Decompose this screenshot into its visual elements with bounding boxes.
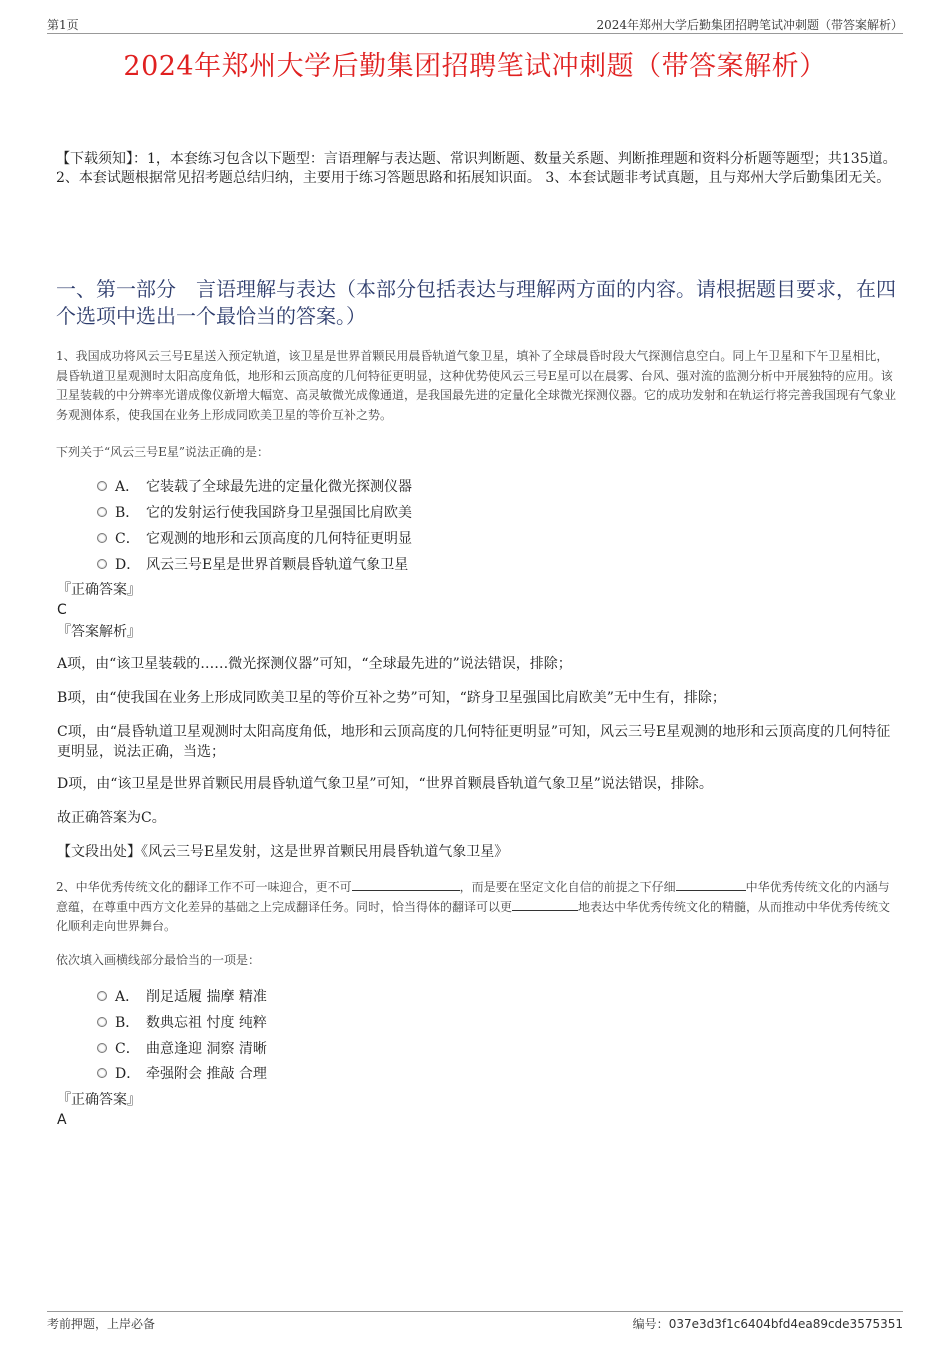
q1-analysis-label: 『答案解析』 [57,624,141,640]
page-footer [47,1311,903,1331]
q2-option-d[interactable]: D． 牵强附会 推敲 合理 [97,1063,267,1083]
q1-answer: C [57,602,67,618]
q2-option-a[interactable]: A． 削足适履 揣摩 精准 [97,986,267,1006]
radio-icon[interactable] [97,481,107,491]
download-notice: 【下载须知】：1，本套练习包含以下题型：言语理解与表达题、常识判断题、数量关系题、判断推理题和资料分析题等题型；共135道。 2、本套试题根据常见招考题总结归纳，主要用于练习答题思路和拓展知识面。 3、本套试题非考试真题，且与郑州大学后勤集团无关。 [56,151,897,186]
page-number: 第1页 [47,18,79,32]
question-1-passage: 1、我国成功将风云三号E星送入预定轨道，该卫星是世界首颗民用晨昏轨道气象卫星，填补了全球晨昏时段大气探测信息空白。同上午卫星和下午卫星相比，晨昏轨道卫星观测时太阳高度角低，地形和云顶高度的几何特征更明显，这种优势使风云三号E星可以在晨雾、台风、强对流的监测分析中开展独特的应用。该卫星装载的中分辨率光谱成像仪新增大幅宽、高灵敏微光成像通道，是我国最先进的定量化全球微光探测仪器。它的成功发射和在轨运行将完善我国现有气象业务观测体系，使我国在业务上形成同欧美卫星的等价互补之势。 [56,349,897,422]
section-title: 一、第一部分 言语理解与表达（本部分包括表达与理解两方面的内容。请根据题目要求，在四个选项中选出一个最恰当的答案。） [56,277,896,328]
radio-icon[interactable] [97,1017,107,1027]
radio-icon[interactable] [97,1043,107,1053]
q2-option-c[interactable]: C． 曲意逢迎 洞察 清晰 [97,1038,267,1058]
q1-option-b[interactable]: B． 它的发射运行使我国跻身卫星强国比肩欧美 [97,502,412,522]
q2-option-b[interactable]: B． 数典忘祖 忖度 纯粹 [97,1012,267,1032]
q1-analysis-d: D项，由“该卫星是世界首颗民用晨昏轨道气象卫星”可知，“世界首颗晨昏轨道气象卫星”说法错误，排除。 [57,776,713,792]
document-code: 编号：037e3d3f1c6404bfd4ea89cde3575351 [632,1317,903,1331]
header-doc-title: 2024年郑州大学后勤集团招聘笔试冲刺题（带答案解析） [596,18,903,32]
radio-icon[interactable] [97,533,107,543]
radio-icon[interactable] [97,991,107,1001]
question-2-stem: 依次填入画横线部分最恰当的一项是： [56,953,261,967]
radio-icon[interactable] [97,507,107,517]
q1-source: 【文段出处】《风云三号E星发射，这是世界首颗民用晨昏轨道气象卫星》 [57,844,509,860]
fill-blank-3[interactable] [512,899,578,911]
q1-option-d[interactable]: D． 风云三号E星是世界首颗晨昏轨道气象卫星 [97,554,408,574]
fill-blank-2[interactable] [676,879,746,891]
page-header [47,14,903,34]
fill-blank-1[interactable] [352,879,460,891]
radio-icon[interactable] [97,559,107,569]
q1-answer-label: 『正确答案』 [57,582,141,598]
q1-conclusion: 故正确答案为C。 [57,810,166,826]
radio-icon[interactable] [97,1068,107,1078]
q2-answer: A [57,1112,67,1128]
q1-option-c[interactable]: C． 它观测的地形和云顶高度的几何特征更明显 [97,528,412,548]
q1-option-a[interactable]: A． 它装载了全球最先进的定量化微光探测仪器 [97,476,412,496]
question-1-stem: 下列关于“风云三号E星”说法正确的是： [56,445,270,459]
footer-slogan: 考前押题，上岸必备 [47,1317,156,1331]
q1-analysis-c: C项，由“晨昏轨道卫星观测时太阳高度角低，地形和云顶高度的几何特征更明显”可知，风云三号E星观测的地形和云顶高度的几何特征更明显，说法正确，当选； [57,724,891,760]
q1-analysis-a: A项，由“该卫星装载的……微光探测仪器”可知，“全球最先进的”说法错误，排除； [57,656,572,672]
document-title: 2024年郑州大学后勤集团招聘笔试冲刺题（带答案解析） [123,51,827,82]
q2-answer-label: 『正确答案』 [57,1092,141,1108]
q1-analysis-b: B项，由“使我国在业务上形成同欧美卫星的等价互补之势”可知，“跻身卫星强国比肩欧美”无中生有，排除； [57,690,726,706]
question-2-passage: 2、中华优秀传统文化的翻译工作不可一味迎合，更不可 ，而是要在坚定文化自信的前提之下仔细 中华优秀传统文化的内涵与意蕴，在尊重中西方文化差异的基础之上完成翻译任务。同时，恰当得体的翻译可以更 地表达中华优秀传统文化的精髓，从而推动中华优秀传统文化顺利走向世界舞台。 [56,880,891,933]
